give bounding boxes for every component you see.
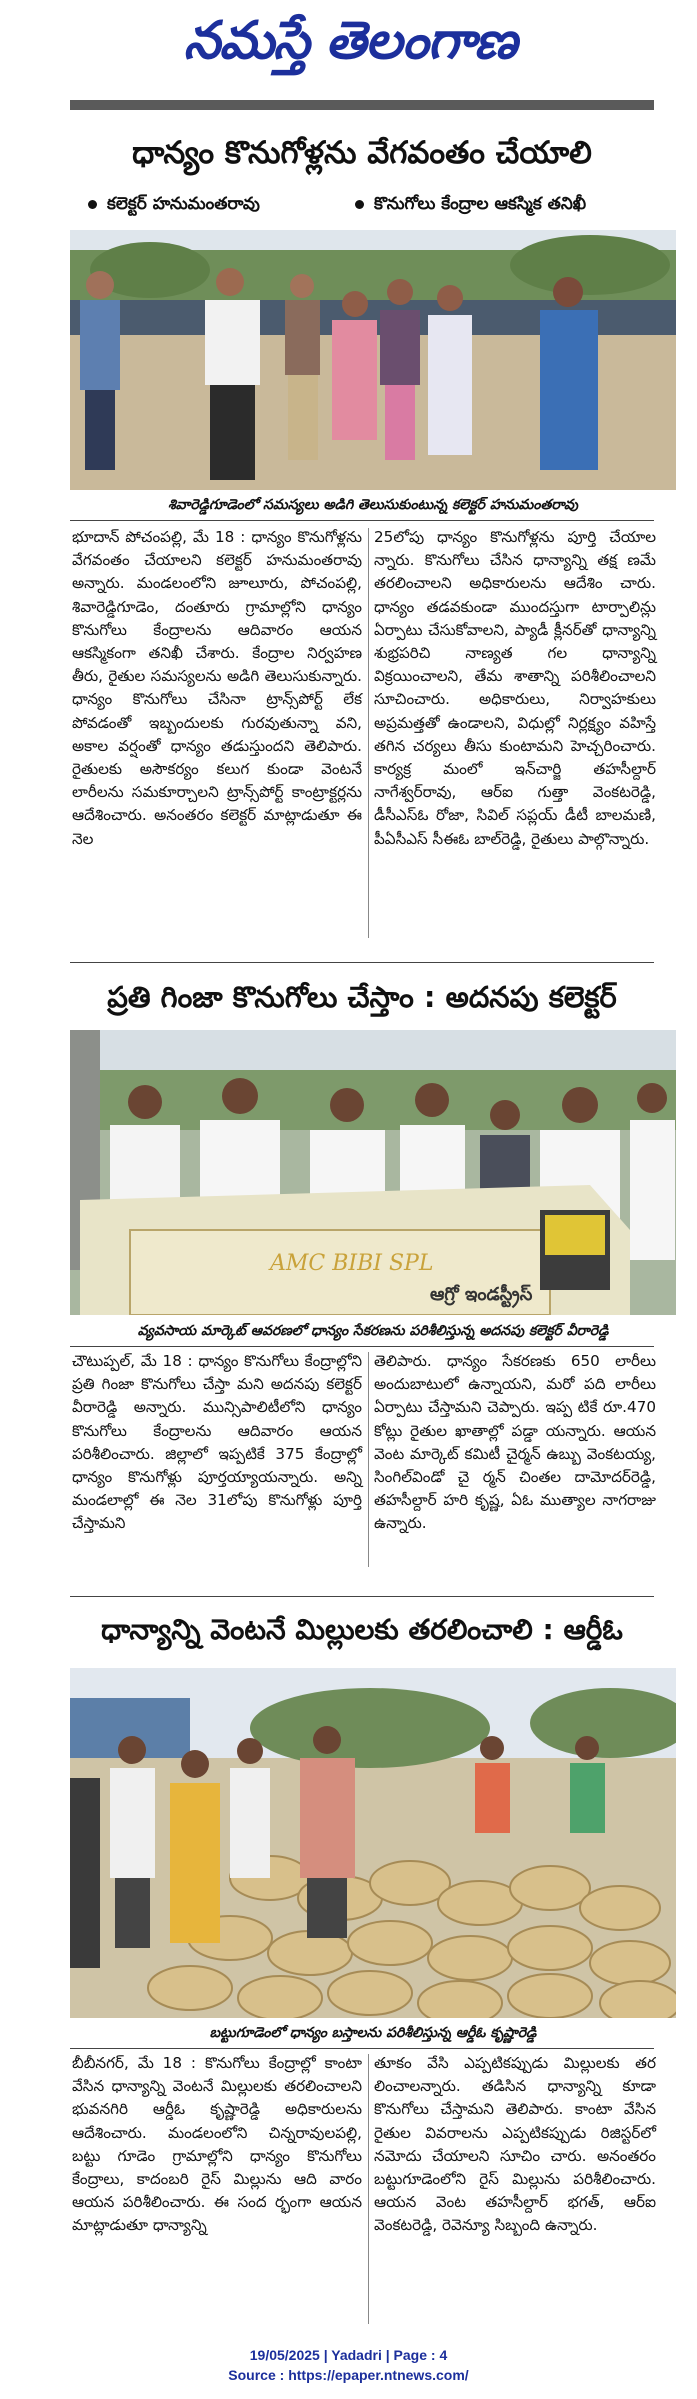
story1-caption: శివారెడ్డిగూడెంలో సమస్యలు అడిగి తెలుసుకుంటున్న కలెక్టర్ హనుమంతరావు xyxy=(167,497,578,513)
story2-photo-image xyxy=(70,1030,676,1315)
story1-headline: ధాన్యం కొనుగోళ్లను వేగవంతం చేయాలి xyxy=(132,135,592,171)
story2-caption: వ్యవసాయ మార్కెట్ ఆవరణలో ధాన్యం సేకరణను పరిశీలిస్తున్న అదనపు కలెక్టర్ వీరారెడ్డి xyxy=(137,1323,609,1339)
story1-photo xyxy=(70,230,676,490)
footer-dateline: 19/05/2025 | Yadadri | Page : 4 xyxy=(249,2347,448,2363)
story3-photo-image xyxy=(70,1668,676,2018)
story3-column-2: తూకం వేసి ఎప్పటికప్పుడు మిల్లులకు తర లించాలన్నారు. తడిసిన ధాన్యాన్ని కూడా కొనుగోలు చేస్తామని తెలిపారు. కాంటా వేసిన రైతుల వివరాలను ఎప్పటికప్పుడు రిజిస్టర్‌లో నమోదు చేయాలని సూచిం చారు. అనంతరం బట్టుగూడెంలోని రైస్ మిల్లును పరిశీలించారు. ఆయన వెంట తహసీల్దార్ భగత్, ఆర్ఐ వెంకటరెడ్డి, రెవెన్యూ సిబ్బంది ఉన్నారు. xyxy=(374,2054,656,2235)
story1-column-2: 25లోపు ధాన్యం కొనుగోళ్లను పూర్తి చేయాల న్నారు. కొనుగోలు చేసిన ధాన్యాన్ని తక్ష ణమే తరలించాలని అధికారులను ఆదేశిం చారు. ధాన్యం తడవకుండా ముందస్తుగా టార్పాలిన్లు ఏర్పాటు చేసుకోవాలని, ప్యాడీ క్లీనర్‌తో ధాన్యాన్ని శుభ్రపరిచి నాణ్యత గల ధాన్యాన్ని విక్రయించాలని, తేమ శాతాన్ని పరిశీలించాలని సూచించారు. అధికారులు, నిర్వాహకులు అప్రమత్తతో ఉండాలని, విధుల్లో నిర్లక్ష్యం వహిస్తే తగిన చర్యలు తీసు కుంటామని హెచ్చరించారు. కార్యక్ర మంలో ఇన్‌చార్జి తహసీల్దార్ నాగేశ్వర్‌రావు, ఆర్ఐ గుత్తా వెంకటరెడ్డి, డీసీఎస్ఓ రోజా, సివిల్ సప్లయ్ డీటీ బాలమణి, పీఏసీఎస్ సీఈఓ బాల్‌రెడ్డి, రైతులు పాల్గొన్నారు. xyxy=(374,528,656,848)
masthead-title: నమస్తే తెలంగాణ xyxy=(183,10,517,71)
bullet-icon xyxy=(355,200,364,209)
story3-caption: బట్టుగూడెంలో ధాన్యం బస్తాలను పరిశీలిస్తున్న ఆర్డీఓ కృష్ణారెడ్డి xyxy=(209,2025,537,2041)
story3-caption-rule xyxy=(70,2048,654,2049)
story2-photo xyxy=(70,1030,676,1315)
story2-column-2: తెలిపారు. ధాన్యం సేకరణకు 650 లారీలు అందుబాటులో ఉన్నాయని, మరో పది లారీలు ఏర్పాటు చేస్తామని చెప్పారు. ఇప్ప టికే రూ.470 కోట్లు రైతుల ఖాతాల్లో పడ్డా యన్నారు. ఆయన వెంట మార్కెట్ కమిటీ చైర్మన్ ఉబ్బు వెంకటయ్య, సింగిల్‌విండో చై ర్మన్ చింతల దామోదర్‌రెడ్డి, తహసీల్దార్ హరి కృష్ణ, ఏఓ ముత్యాల నాగరాజు ఉన్నారు. xyxy=(374,1352,656,1533)
masthead-rule xyxy=(70,100,654,110)
story1-subhead-1: కలెక్టర్ హనుమంతరావు xyxy=(88,192,260,216)
story3-headline: ధాన్యాన్ని వెంటనే మిల్లులకు తరలించాలి : ఆర్డీఓ xyxy=(101,1613,623,1646)
story1-photo-image xyxy=(70,230,676,490)
story1-column-1: భూదాన్ పోచంపల్లి, మే 18 : ధాన్యం కొనుగోళ్లను వేగవంతం చేయాలని కలెక్టర్ హనుమంతరావు అన్నారు. మండలంలోని జూలూరు, పోచంపల్లి, శివారెడ్డిగూడెం, దంతూరు గ్రామాల్లోని ధాన్యం కొనుగోలు కేంద్రాలను ఆదివారం ఆయన ఆకస్మికంగా తనిఖీ చేశారు. కేంద్రాల నిర్వహణ తీరు, రైతుల సమస్యలను అడిగి తెలుసుకున్నారు. ధాన్యం కొనుగోలు చేసినా ట్రాన్స్‌పోర్ట్ లేక పోవడంతో ఇబ్బందులకు గురవుతున్నా వని, అకాల వర్షంతో ధాన్యం తడుస్తుందని తెలిపారు. రైతులకు అసౌకర్యం కలుగ కుండా వెంటనే లారీలను సమకూర్చాలని ట్రాన్స్‌పోర్ట్ కాంట్రాక్టర్లను ఆదేశించారు. అనంతరం కలెక్టర్ మాట్లాడుతూ ఈ నెల xyxy=(72,528,362,848)
column-divider xyxy=(368,2054,369,2324)
story-separator xyxy=(70,1596,654,1597)
svg-text:ఆగ్రో ఇండస్ట్రీస్: ఆగ్రో ఇండస్ట్రీస్ xyxy=(430,1284,533,1305)
story3-photo xyxy=(70,1668,676,2018)
column-divider xyxy=(368,1352,369,1567)
svg-text:AMC BIBI SPL: AMC BIBI SPL xyxy=(270,1251,434,1276)
bullet-icon xyxy=(88,200,97,209)
story1-subhead-2: కొనుగోలు కేంద్రాల ఆకస్మిక తనిఖీ xyxy=(355,192,586,216)
footer-source-link[interactable]: Source : https://epaper.ntnews.com/ xyxy=(228,2367,469,2383)
masthead xyxy=(150,6,550,76)
story2-headline: ప్రతి గింజా కొనుగోలు చేస్తాం : అదనపు కలెక్టర్ xyxy=(107,980,617,1014)
story2-column-1: చౌటుప్పల్, మే 18 : ధాన్యం కొనుగోలు కేంద్రాల్లోని ప్రతి గింజా కొనుగోలు చేస్తా మని అదనపు కలెక్టర్ వీరారెడ్డి అన్నారు. మున్సిపాలిటీలోని ధాన్యం కొనుగోలు కేంద్రాలను ఆదివారం ఆయన పరిశీలించారు. జిల్లాలో ఇప్పటికే 375 కేంద్రాల్లో ధాన్యం కొనుగోళ్లు పూర్తయ్యాయన్నారు. అన్ని మండలాల్లో ఈ నెల 31లోపు కొనుగోళ్లు పూర్తి చేస్తామని xyxy=(72,1352,362,1533)
story1-caption-rule xyxy=(70,520,654,521)
story2-caption-rule xyxy=(70,1346,654,1347)
story3-column-1: బీబీనగర్, మే 18 : కొనుగోలు కేంద్రాల్లో కాంటా వేసిన ధాన్యాన్ని వెంటనే మిల్లులకు తరలించాలని భువనగిరి ఆర్డీఓ కృష్ణారెడ్డి అధికారులను ఆదేశించారు. మండలంలోని చిన్నరావులపల్లి, బట్టు గూడెం గ్రామాల్లోని ధాన్యం కొనుగోలు కేంద్రాలు, కాదంబరి రైస్ మిల్లును ఆది వారం ఆయన పరిశీలించారు. ఈ సంద ర్భంగా ఆయన మాట్లాడుతూ ధాన్యాన్ని xyxy=(72,2054,362,2235)
story-separator xyxy=(70,962,654,963)
column-divider xyxy=(368,528,369,938)
